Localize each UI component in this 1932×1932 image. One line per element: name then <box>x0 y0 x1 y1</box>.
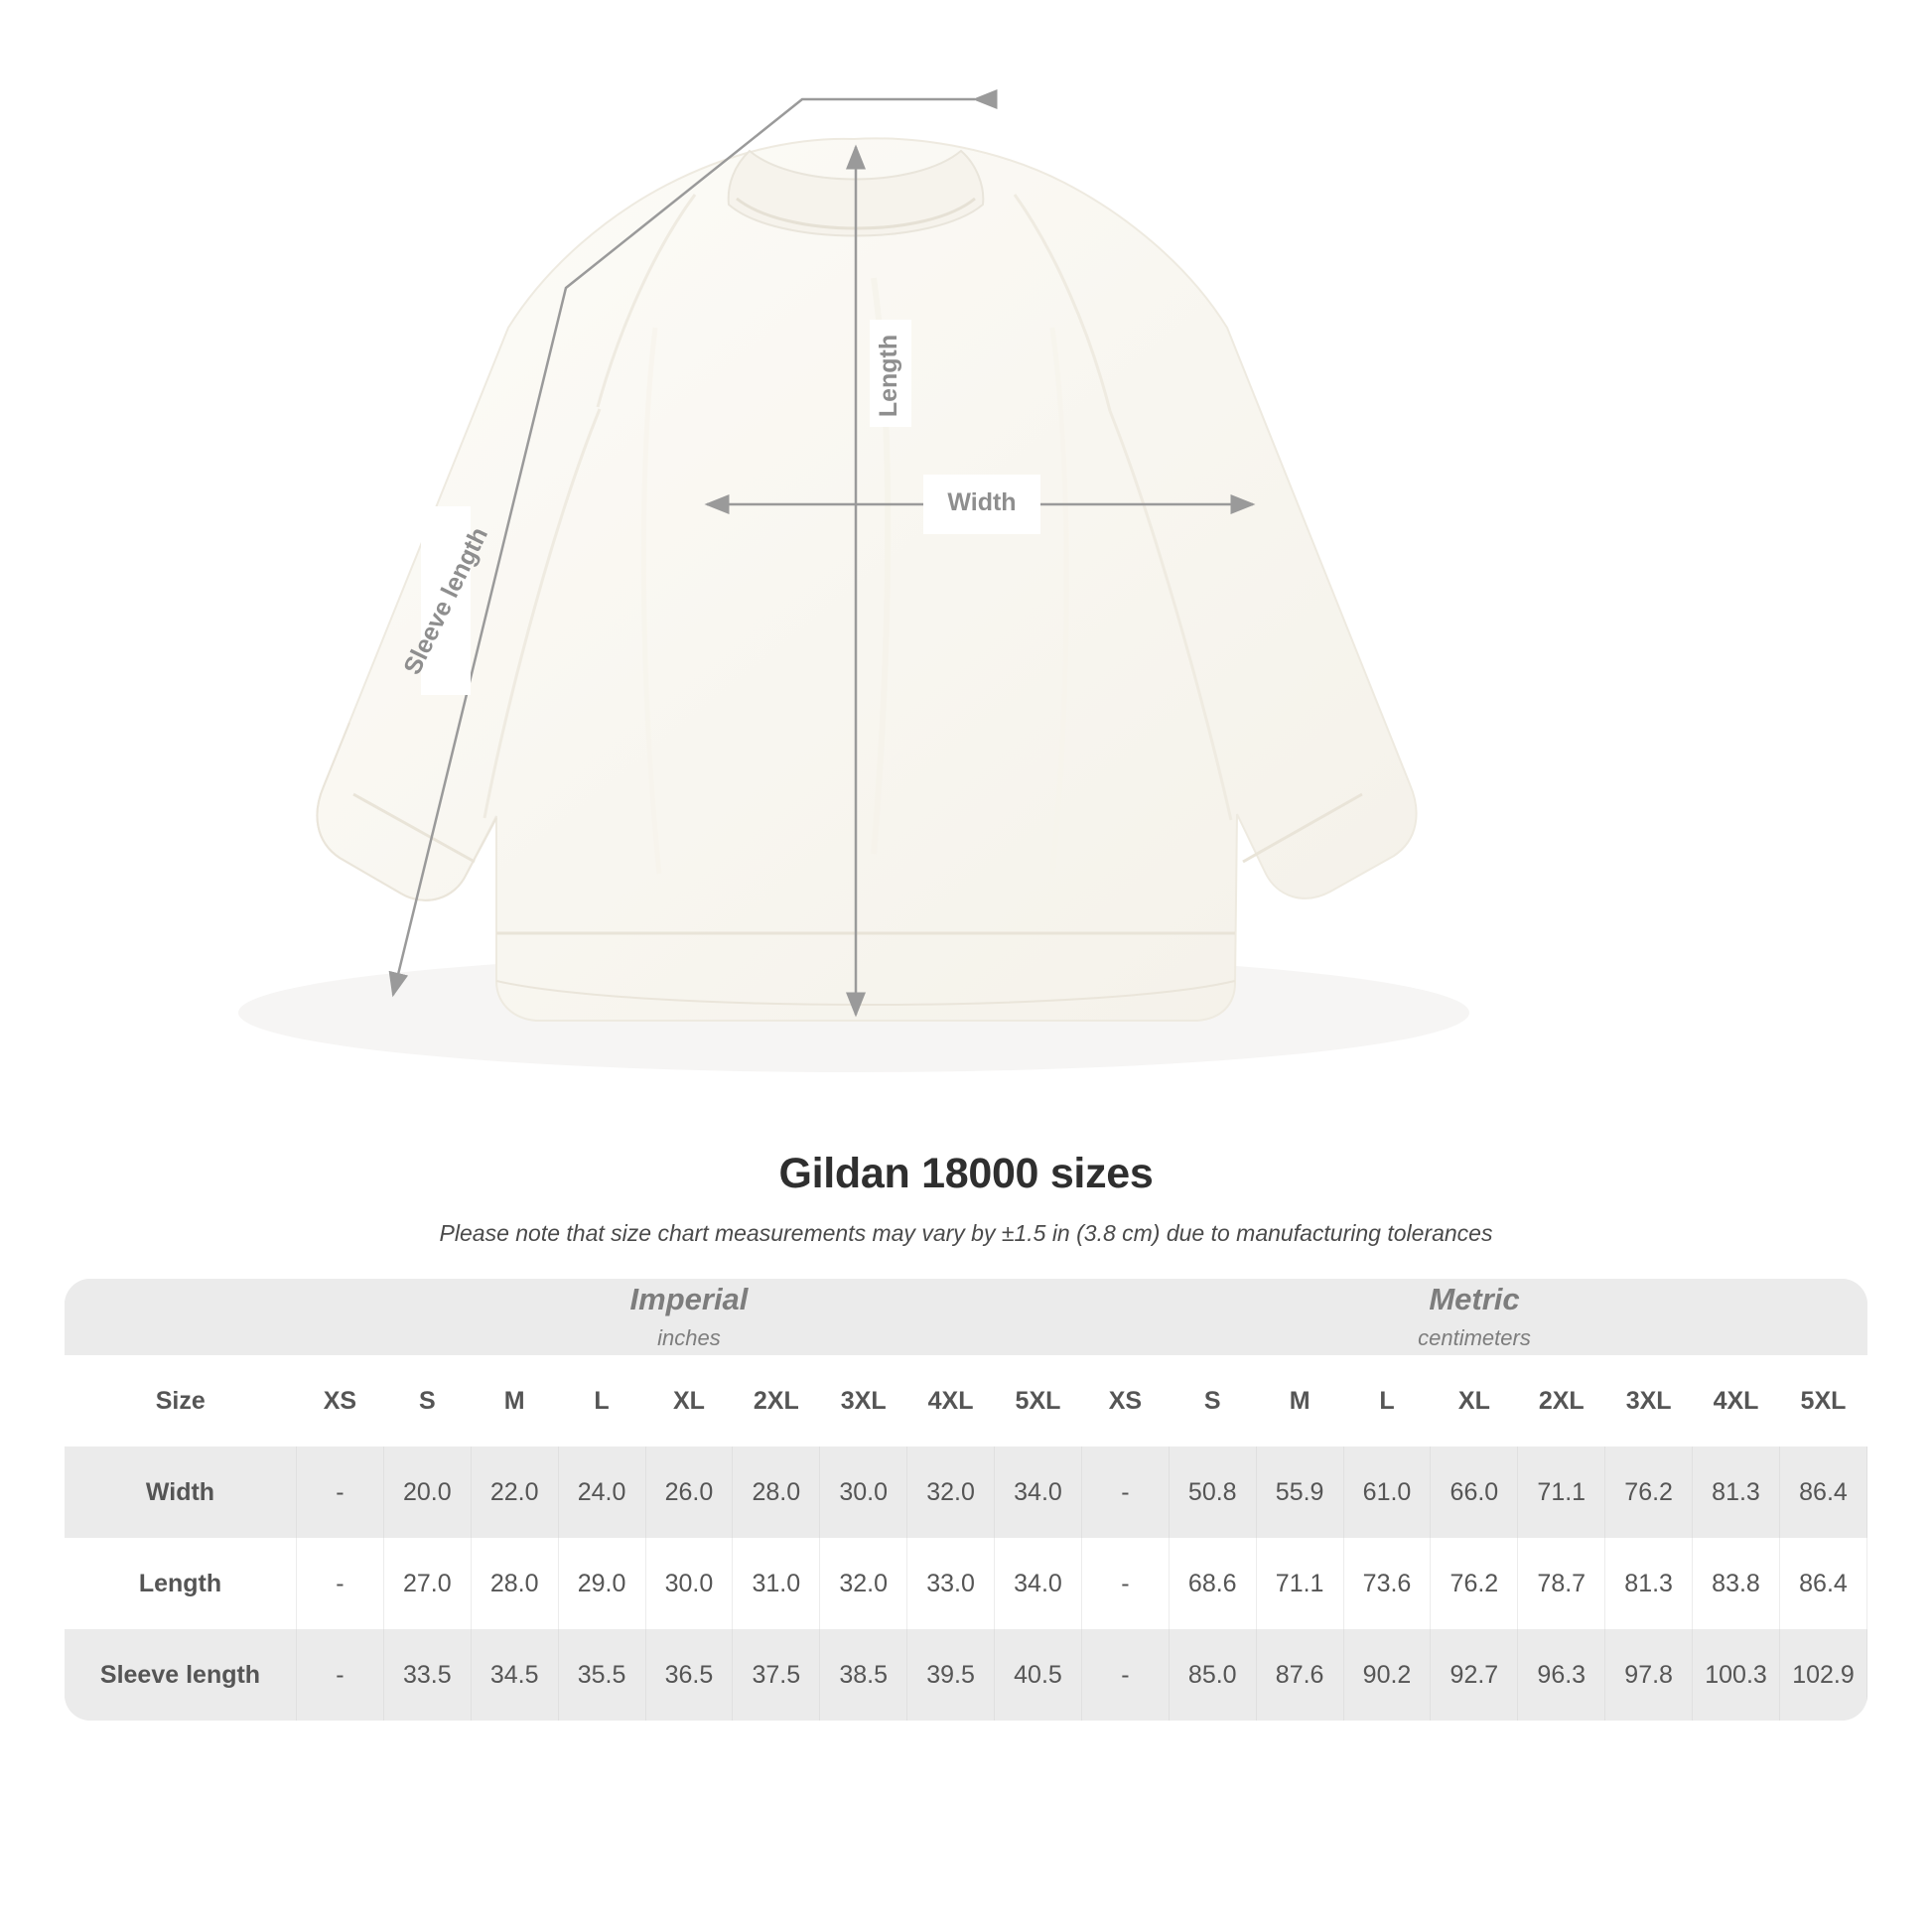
unit-metric <box>1081 1279 1866 1355</box>
cell-sleeve-imperial-2xl: 37.5 <box>733 1629 820 1721</box>
cell-width-imperial-m: 22.0 <box>471 1447 558 1538</box>
unit-spacer <box>65 1279 297 1355</box>
cell-length-metric-xl: 76.2 <box>1431 1538 1518 1629</box>
size-col-metric-l: L <box>1343 1355 1431 1447</box>
size-col-metric-3xl: 3XL <box>1605 1355 1693 1447</box>
cell-sleeve-imperial-xs: - <box>297 1629 384 1721</box>
size-table-container <box>65 1279 1867 1721</box>
table-row <box>65 1629 1867 1721</box>
cell-length-metric-s: 68.6 <box>1169 1538 1256 1629</box>
cell-width-imperial-2xl: 28.0 <box>733 1447 820 1538</box>
size-col-imperial-4xl: 4XL <box>907 1355 995 1447</box>
cell-length-imperial-2xl: 31.0 <box>733 1538 820 1629</box>
unit-metric-sub: centimeters <box>1418 1324 1531 1350</box>
cell-sleeve-metric-l: 90.2 <box>1343 1629 1431 1721</box>
tolerance-note: Please note that size chart measurements may vary by ±1.5 in (3.8 cm) due to manufacturing tolerances <box>439 1220 1493 1246</box>
cell-sleeve-metric-4xl: 100.3 <box>1693 1629 1780 1721</box>
cell-sleeve-imperial-s: 33.5 <box>383 1629 471 1721</box>
size-header-row <box>65 1355 1867 1447</box>
cell-width-imperial-3xl: 30.0 <box>820 1447 907 1538</box>
cell-width-metric-xs: - <box>1081 1447 1169 1538</box>
sleeve-length-label: Sleeve length <box>398 522 494 679</box>
cell-sleeve-metric-m: 87.6 <box>1256 1629 1343 1721</box>
size-col-metric-2xl: 2XL <box>1518 1355 1605 1447</box>
cell-width-imperial-4xl: 32.0 <box>907 1447 995 1538</box>
cell-length-imperial-xl: 30.0 <box>645 1538 733 1629</box>
cell-width-metric-xl: 66.0 <box>1431 1447 1518 1538</box>
unit-imperial <box>297 1279 1082 1355</box>
size-col-imperial-5xl: 5XL <box>995 1355 1082 1447</box>
cell-width-metric-l: 61.0 <box>1343 1447 1431 1538</box>
cell-length-metric-2xl: 78.7 <box>1518 1538 1605 1629</box>
cell-length-imperial-4xl: 33.0 <box>907 1538 995 1629</box>
unit-metric-name: Metric <box>1429 1282 1520 1316</box>
size-col-metric-4xl: 4XL <box>1693 1355 1780 1447</box>
table-row <box>65 1447 1867 1538</box>
cell-width-metric-s: 50.8 <box>1169 1447 1256 1538</box>
cell-sleeve-metric-2xl: 96.3 <box>1518 1629 1605 1721</box>
cell-length-metric-5xl: 86.4 <box>1779 1538 1866 1629</box>
unit-imperial-sub: inches <box>657 1324 721 1350</box>
cell-width-metric-2xl: 71.1 <box>1518 1447 1605 1538</box>
cell-width-metric-m: 55.9 <box>1256 1447 1343 1538</box>
row-label-width: Width <box>65 1447 297 1538</box>
cell-width-imperial-xl: 26.0 <box>645 1447 733 1538</box>
cell-width-imperial-s: 20.0 <box>383 1447 471 1538</box>
cell-length-metric-4xl: 83.8 <box>1693 1538 1780 1629</box>
width-label: Width <box>947 487 1017 516</box>
cell-length-imperial-3xl: 32.0 <box>820 1538 907 1629</box>
size-col-metric-xs: XS <box>1081 1355 1169 1447</box>
cell-sleeve-imperial-xl: 36.5 <box>645 1629 733 1721</box>
chart-header <box>0 1150 1932 1247</box>
size-col-imperial-3xl: 3XL <box>820 1355 907 1447</box>
cell-length-imperial-l: 29.0 <box>558 1538 645 1629</box>
table-row <box>65 1538 1867 1629</box>
size-table <box>65 1279 1867 1721</box>
cell-sleeve-imperial-5xl: 40.5 <box>995 1629 1082 1721</box>
cell-length-imperial-5xl: 34.0 <box>995 1538 1082 1629</box>
cell-width-imperial-xs: - <box>297 1447 384 1538</box>
size-col-imperial-2xl: 2XL <box>733 1355 820 1447</box>
size-col-imperial-m: M <box>471 1355 558 1447</box>
size-col-metric-xl: XL <box>1431 1355 1518 1447</box>
cell-sleeve-imperial-l: 35.5 <box>558 1629 645 1721</box>
size-col-imperial-xs: XS <box>297 1355 384 1447</box>
size-col-metric-m: M <box>1256 1355 1343 1447</box>
cell-length-imperial-xs: - <box>297 1538 384 1629</box>
cell-sleeve-metric-xl: 92.7 <box>1431 1629 1518 1721</box>
size-col-metric-5xl: 5XL <box>1779 1355 1866 1447</box>
cell-width-metric-4xl: 81.3 <box>1693 1447 1780 1538</box>
size-col-imperial-s: S <box>383 1355 471 1447</box>
cell-sleeve-metric-5xl: 102.9 <box>1779 1629 1866 1721</box>
cell-width-metric-5xl: 86.4 <box>1779 1447 1866 1538</box>
cell-width-imperial-l: 24.0 <box>558 1447 645 1538</box>
cell-sleeve-imperial-4xl: 39.5 <box>907 1629 995 1721</box>
cell-sleeve-metric-xs: - <box>1081 1629 1169 1721</box>
cell-width-imperial-5xl: 34.0 <box>995 1447 1082 1538</box>
cell-width-metric-3xl: 76.2 <box>1605 1447 1693 1538</box>
cell-sleeve-metric-3xl: 97.8 <box>1605 1629 1693 1721</box>
cell-length-metric-xs: - <box>1081 1538 1169 1629</box>
size-header-label: Size <box>65 1355 297 1447</box>
cell-length-metric-3xl: 81.3 <box>1605 1538 1693 1629</box>
cell-sleeve-imperial-m: 34.5 <box>471 1629 558 1721</box>
cell-sleeve-imperial-3xl: 38.5 <box>820 1629 907 1721</box>
page-title: Gildan 18000 sizes <box>778 1150 1154 1197</box>
cell-length-imperial-s: 27.0 <box>383 1538 471 1629</box>
cell-sleeve-metric-s: 85.0 <box>1169 1629 1256 1721</box>
size-col-metric-s: S <box>1169 1355 1256 1447</box>
row-label-length: Length <box>65 1538 297 1629</box>
unit-imperial-name: Imperial <box>629 1282 749 1316</box>
row-label-sleeve-length: Sleeve length <box>65 1629 297 1721</box>
cell-length-imperial-m: 28.0 <box>471 1538 558 1629</box>
size-col-imperial-l: L <box>558 1355 645 1447</box>
length-label: Length <box>875 334 903 417</box>
unit-header-row <box>65 1279 1867 1355</box>
cell-length-metric-m: 71.1 <box>1256 1538 1343 1629</box>
size-col-imperial-xl: XL <box>645 1355 733 1447</box>
cell-length-metric-l: 73.6 <box>1343 1538 1431 1629</box>
